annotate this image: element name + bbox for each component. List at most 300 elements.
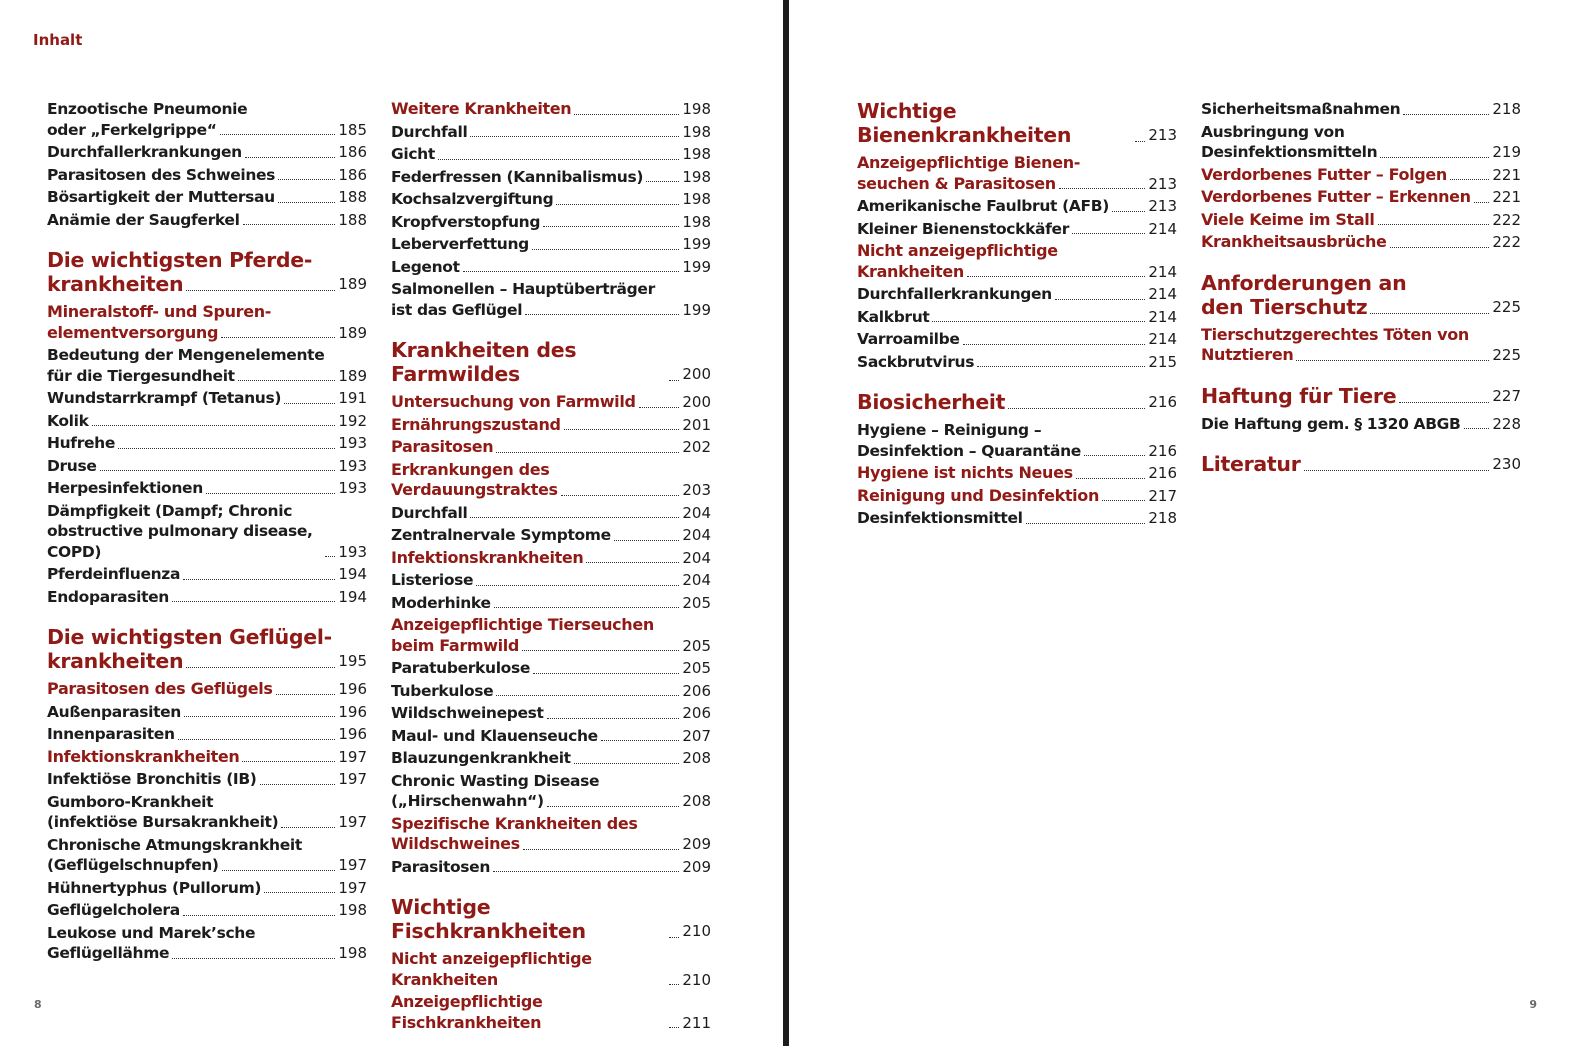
toc-dot-leader (92, 425, 336, 426)
toc-page-number: 225 (1492, 297, 1521, 316)
toc-column-4 (1201, 99, 1521, 482)
toc-page-number: 206 (682, 704, 711, 722)
toc-entry-title: Maul- und Klauenseuche (391, 726, 598, 745)
toc-entry-line (47, 165, 367, 186)
toc-page-number: 213 (1148, 197, 1177, 215)
toc-entry-title: Nicht anzeigepflichtige (857, 241, 1058, 260)
toc-page-number: 214 (1148, 307, 1177, 326)
toc-entry-line (391, 726, 711, 747)
toc-entry-line (391, 703, 711, 724)
toc-page-number: 197 (338, 878, 367, 897)
toc-entry-line (47, 702, 367, 723)
toc-dot-leader (1304, 470, 1490, 471)
toc-page-number: 209 (682, 857, 711, 876)
toc-entry-title: Sicherheitsmaßnahmen (1201, 100, 1401, 118)
toc-page-number: 218 (1148, 509, 1177, 527)
toc-page-number: 215 (1148, 352, 1177, 371)
toc-page-number: 203 (682, 481, 711, 499)
toc-dot-leader (496, 452, 679, 453)
toc-entry-line (1201, 414, 1521, 435)
toc-dot-leader (463, 271, 680, 272)
toc-section-line (47, 679, 367, 700)
toc-page-number: 217 (1148, 486, 1177, 505)
toc-page-number: 196 (338, 702, 367, 721)
toc-entry-title: Krankheiten (857, 261, 964, 281)
toc-entry-title: Mineralstoff- und Spuren- (47, 302, 272, 321)
toc-page-number: 188 (338, 188, 367, 206)
toc-entry-title: Spezifische Krankheiten des (391, 813, 638, 833)
toc-entry-title: Bösartigkeit der Muttersau (47, 188, 275, 206)
toc-dot-leader (220, 134, 336, 135)
page-number-right: 9 (1529, 998, 1537, 1011)
toc-page-number: 208 (682, 792, 711, 810)
toc-dot-leader (523, 849, 680, 850)
toc-page-number: 198 (338, 901, 367, 919)
toc-page-number: 194 (338, 565, 367, 583)
toc-entry-title: Hufrehe (47, 434, 116, 452)
toc-dot-leader (547, 718, 680, 719)
toc-page-number: 214 (1148, 330, 1177, 348)
toc-page-number: 230 (1492, 455, 1521, 473)
toc-entry-title: (Geflügelschnupfen) (47, 856, 219, 874)
toc-entry-line (391, 525, 711, 546)
toc-dot-leader (476, 585, 679, 586)
toc-entry-title: Infektionskrankheiten (391, 547, 584, 567)
toc-dot-leader (184, 716, 335, 717)
toc-entry-title: Erkrankungen des (391, 459, 550, 479)
toc-page-number: 216 (1148, 393, 1177, 411)
toc-entry-line (47, 878, 367, 899)
toc-entry-title: Salmonellen – Hauptüberträger (391, 280, 655, 298)
toc-dot-leader (669, 984, 679, 985)
toc-page-number: 194 (338, 587, 367, 606)
toc-entry-title: Wildschweinepest (391, 704, 544, 722)
toc-entry-line (391, 234, 711, 255)
toc-section-line (857, 153, 1177, 174)
toc-page-number: 188 (338, 210, 367, 229)
toc-dot-leader (586, 562, 679, 563)
toc-entry-title: Anforderungen an (1201, 270, 1407, 295)
toc-page-number: 208 (682, 749, 711, 767)
toc-dot-leader (1403, 114, 1489, 115)
toc-dot-leader (967, 276, 1145, 277)
toc-dot-leader (601, 740, 680, 741)
toc-entry-title: Anzeigepflichtige Bienen- (857, 153, 1081, 172)
toc-dot-leader (525, 314, 679, 315)
toc-entry-line (857, 196, 1177, 217)
toc-entry-title: (infektiöse Bursakrankheit) (47, 813, 279, 831)
toc-page-number: 210 (682, 922, 711, 940)
toc-entry-line (47, 433, 367, 454)
toc-entry-title: Infektiöse Bronchitis (IB) (47, 770, 257, 788)
toc-dot-leader (1084, 455, 1145, 456)
toc-section-line (857, 262, 1177, 283)
toc-dot-leader (564, 429, 680, 430)
toc-entry-title: Desinfektion – Quarantäne (857, 441, 1081, 460)
toc-page-number: 197 (338, 770, 367, 788)
toc-dot-leader (281, 827, 335, 828)
toc-column-2 (391, 99, 711, 1035)
toc-entry-title: seuchen & Parasitosen (857, 173, 1056, 193)
toc-entry-title: Kropfverstopfung (391, 212, 541, 231)
toc-entry-title: Nutztieren (1201, 345, 1294, 364)
toc-page-number: 213 (1148, 174, 1177, 193)
toc-dot-leader (1370, 313, 1489, 314)
toc-page-number: 216 (1148, 464, 1177, 482)
toc-page-number: 198 (682, 100, 711, 118)
toc-entry-title: Parasitosen (391, 437, 494, 456)
toc-dot-leader (932, 321, 1145, 322)
toc-page-number: 198 (682, 167, 711, 186)
toc-dot-leader (100, 470, 336, 471)
toc-dot-leader (646, 181, 679, 182)
toc-entry-title: Literatur (1201, 452, 1301, 476)
toc-page-number: 218 (1492, 100, 1521, 118)
toc-dot-leader (669, 937, 679, 938)
toc-entry-line (857, 329, 1177, 350)
toc-entry-line (47, 900, 367, 921)
toc-dot-leader (1474, 202, 1490, 203)
toc-entry-line (857, 284, 1177, 305)
toc-entry-line (391, 122, 711, 143)
toc-page-number: 219 (1492, 143, 1521, 161)
toc-entry-line (391, 503, 711, 524)
toc-chapter-line (47, 248, 367, 272)
toc-entry-line (47, 142, 367, 163)
toc-entry-title: Die wichtigsten Pferde- (47, 248, 313, 272)
toc-entry-title: Anzeigepflichtige Tierseuchen (391, 615, 654, 634)
toc-page-number: 193 (338, 542, 367, 561)
toc-entry-title: Durchfallerkrankungen (47, 143, 242, 161)
toc-entry-title: Geflügellähme (47, 944, 170, 962)
toc-entry-title: Infektionskrankheiten (47, 746, 240, 766)
toc-entry-title: Kolik (47, 411, 89, 430)
toc-dot-leader (264, 892, 335, 893)
toc-entry-line (47, 120, 367, 141)
toc-entry-title: Durchfall (391, 122, 468, 141)
toc-entry-line (391, 279, 711, 300)
toc-entry-title: Verdauungstraktes (391, 480, 558, 499)
toc-entry-title: Leberverfettung (391, 235, 529, 253)
toc-entry-title: Amerikanische Faulbrut (AFB) (857, 197, 1109, 215)
toc-entry-title: Dämpfigkeit (Dampf; Chronic (47, 501, 293, 520)
toc-page-number: 199 (682, 300, 711, 319)
toc-page-number: 189 (338, 275, 367, 293)
toc-entry-title: Gumboro-Krankheit (47, 792, 214, 811)
toc-page-number: 191 (338, 389, 367, 407)
toc-dot-leader (178, 739, 336, 740)
toc-entry-title: Verdorbenes Futter – Folgen (1201, 164, 1447, 184)
toc-entry-line (391, 857, 711, 878)
toc-dot-leader (533, 673, 679, 674)
toc-dot-leader (260, 784, 336, 785)
toc-dot-leader (1390, 247, 1490, 248)
toc-entry-line (47, 587, 367, 608)
toc-page-number: 197 (338, 856, 367, 874)
toc-dot-leader (669, 380, 679, 381)
toc-section-line (857, 174, 1177, 195)
toc-chapter-line (857, 99, 1177, 147)
toc-entry-line (391, 593, 711, 614)
toc-dot-leader (561, 495, 680, 496)
toc-entry-title: krankheiten (47, 272, 184, 296)
toc-entry-line (391, 300, 711, 321)
toc-section-line (1201, 325, 1521, 346)
toc-entry-line (47, 812, 367, 833)
toc-dot-leader (1380, 157, 1489, 158)
toc-entry-title: Untersuchung von Farmwild (391, 392, 636, 411)
toc-page-number: 221 (1492, 188, 1521, 206)
page-number-left: 8 (34, 998, 42, 1011)
toc-entry-line (47, 478, 367, 499)
toc-dot-leader (243, 224, 336, 225)
right-page (789, 0, 1571, 1046)
toc-entry-title: Anzeigepflichtige Fischkrankheiten (391, 992, 543, 1032)
toc-page-number: 207 (682, 726, 711, 745)
toc-entry-title: Durchfall (391, 503, 468, 522)
toc-dot-leader (556, 204, 679, 205)
toc-page-number: 186 (338, 165, 367, 184)
toc-chapter-line (47, 625, 367, 649)
toc-dot-leader (183, 579, 335, 580)
toc-section-line (1201, 232, 1521, 253)
toc-dot-leader (574, 114, 679, 115)
toc-entry-title: Innenparasiten (47, 725, 175, 743)
toc-entry-title: für die Tiergesundheit (47, 366, 235, 385)
toc-entry-line (857, 420, 1177, 441)
toc-dot-leader (172, 601, 335, 602)
toc-dot-leader (1055, 299, 1145, 300)
toc-page-number: 213 (1148, 126, 1177, 144)
toc-page-number: 214 (1148, 219, 1177, 238)
toc-chapter-line (857, 390, 1177, 414)
toc-page-number: 227 (1492, 386, 1521, 405)
toc-page-number: 205 (682, 659, 711, 677)
toc-page-number: 205 (682, 636, 711, 655)
toc-page-number: 186 (338, 143, 367, 161)
toc-section-line (391, 992, 711, 1033)
toc-entry-title: Tierschutzgerechtes Töten von (1201, 324, 1469, 344)
toc-entry-title: Kleiner Bienenstockkäfer (857, 219, 1070, 238)
toc-dot-leader (118, 448, 335, 449)
toc-page-number: 221 (1492, 165, 1521, 184)
toc-entry-line (47, 521, 367, 562)
toc-entry-title: Chronische Atmungskrankheit (47, 835, 302, 854)
toc-dot-leader (963, 344, 1146, 345)
toc-dot-leader (494, 607, 680, 608)
toc-page-number: 197 (338, 747, 367, 766)
toc-entry-title: Geflügelcholera (47, 901, 180, 919)
toc-entry-title: Desinfektionsmitteln (1201, 143, 1378, 161)
toc-entry-title: krankheiten (47, 649, 184, 673)
toc-entry-title: Hygiene – Reinigung – (857, 421, 1042, 439)
toc-entry-line (47, 345, 367, 366)
toc-dot-leader (669, 1027, 679, 1028)
toc-entry-line (857, 219, 1177, 240)
toc-dot-leader (1072, 233, 1145, 234)
toc-page-number: 205 (682, 593, 711, 612)
toc-entry-title: Wichtige Bienenkrankheiten (857, 99, 1072, 147)
toc-section-line (391, 480, 711, 501)
toc-section-line (857, 486, 1177, 507)
toc-page-number: 197 (338, 813, 367, 831)
toc-entry-title: Legenot (391, 257, 460, 276)
toc-entry-title: beim Farmwild (391, 635, 520, 655)
toc-dot-leader (278, 202, 336, 203)
toc-section-line (391, 949, 711, 990)
toc-page-number: 209 (682, 835, 711, 853)
toc-chapter-line (391, 895, 711, 943)
toc-entry-line (391, 658, 711, 679)
toc-page-number: 196 (338, 725, 367, 743)
toc-dot-leader (284, 403, 335, 404)
toc-dot-leader (1026, 523, 1146, 524)
toc-chapter-line (391, 338, 711, 386)
toc-page-number: 222 (1492, 233, 1521, 251)
toc-section-line (857, 463, 1177, 484)
toc-entry-title: („Hirschenwahn“) (391, 792, 544, 810)
toc-dot-leader (470, 136, 679, 137)
toc-dot-leader (1076, 478, 1146, 479)
toc-dot-leader (1399, 402, 1489, 403)
toc-entry-title: Leukose und Marek’sche (47, 923, 256, 942)
toc-section-line (1201, 187, 1521, 208)
toc-entry-title: Anämie der Saugferkel (47, 210, 240, 229)
toc-page-number: 204 (682, 548, 711, 567)
toc-page-number: 195 (338, 652, 367, 670)
toc-entry-title: Krankheitsausbrüche (1201, 232, 1387, 251)
toc-column-1 (47, 99, 367, 966)
toc-entry-title: ist das Geflügel (391, 300, 523, 319)
toc-entry-line (1201, 99, 1521, 120)
toc-dot-leader (325, 556, 335, 557)
toc-entry-title: obstructive pulmonary disease, COPD) (47, 522, 313, 561)
toc-dot-leader (1378, 224, 1490, 225)
toc-dot-leader (172, 958, 335, 959)
toc-chapter-line (1201, 295, 1521, 319)
toc-dot-leader (639, 407, 680, 408)
toc-page-number: 198 (682, 190, 711, 208)
toc-page-number: 214 (1148, 285, 1177, 303)
toc-entry-title: Ernährungszustand (391, 414, 561, 434)
toc-entry-title: Krankheiten des Farmwildes (391, 338, 577, 386)
running-header: Inhalt (33, 31, 83, 49)
toc-page-number: 193 (338, 434, 367, 452)
toc-entry-line (1201, 142, 1521, 163)
toc-entry-line (857, 352, 1177, 373)
toc-entry-title: Moderhinke (391, 593, 491, 612)
toc-page-number: 189 (338, 323, 367, 342)
toc-page-number: 198 (682, 212, 711, 231)
toc-section-line (391, 814, 711, 835)
toc-dot-leader (547, 806, 680, 807)
toc-dot-leader (278, 179, 335, 180)
toc-dot-leader (206, 493, 335, 494)
toc-entry-title: Endoparasiten (47, 587, 169, 606)
toc-page-number: 204 (682, 571, 711, 589)
toc-entry-title: Außenparasiten (47, 702, 181, 721)
toc-entry-line (47, 388, 367, 409)
toc-entry-title: Ausbringung von (1201, 122, 1345, 141)
toc-dot-leader (1059, 188, 1146, 189)
toc-entry-title: Kalkbrut (857, 307, 930, 326)
toc-page-number: 202 (682, 438, 711, 456)
toc-entry-title: Enzootische Pneumonie (47, 100, 248, 118)
toc-dot-leader (221, 337, 335, 338)
toc-page-number: 211 (682, 1013, 711, 1032)
toc-page-number: 200 (682, 365, 711, 383)
toc-entry-title: Verdorbenes Futter – Erkennen (1201, 187, 1471, 206)
toc-entry-line (47, 187, 367, 208)
toc-section-line (391, 636, 711, 657)
toc-entry-title: Haftung für Tiere (1201, 383, 1397, 408)
left-page (0, 0, 783, 1046)
toc-dot-leader (1008, 408, 1145, 409)
toc-entry-line (47, 855, 367, 876)
toc-entry-title: Viele Keime im Stall (1201, 209, 1375, 229)
toc-entry-line (391, 570, 711, 591)
toc-dot-leader (1102, 500, 1145, 501)
toc-entry-line (391, 212, 711, 233)
toc-dot-leader (276, 694, 336, 695)
toc-dot-leader (238, 380, 336, 381)
toc-entry-title: Reinigung und Desinfektion (857, 485, 1099, 505)
toc-entry-line (857, 441, 1177, 462)
toc-entry-title: Varroamilbe (857, 330, 960, 348)
toc-page-number: 199 (682, 257, 711, 276)
toc-page-number: 193 (338, 456, 367, 475)
toc-section-line (857, 241, 1177, 262)
toc-entry-title: Zentralnervale Symptome (391, 526, 611, 544)
toc-dot-leader (493, 871, 679, 872)
toc-dot-leader (1450, 179, 1489, 180)
toc-entry-title: Die Haftung gem. § 1320 ABGB (1201, 414, 1461, 433)
toc-entry-line (47, 724, 367, 745)
toc-section-line (1201, 345, 1521, 366)
toc-entry-line (857, 307, 1177, 328)
toc-page-number: 185 (338, 120, 367, 139)
toc-entry-title: Wundstarrkrampf (Tetanus) (47, 389, 282, 407)
toc-chapter-line (47, 272, 367, 296)
toc-entry-title: Hühnertyphus (Pullorum) (47, 878, 262, 897)
toc-entry-line (391, 189, 711, 210)
toc-chapter-line (1201, 452, 1521, 476)
toc-entry-line (47, 366, 367, 387)
toc-entry-line (47, 564, 367, 585)
toc-section-line (391, 415, 711, 436)
toc-chapter-line (1201, 384, 1521, 408)
toc-entry-title: Gicht (391, 145, 435, 163)
toc-section-line (391, 437, 711, 458)
toc-entry-title: Weitere Krankheiten (391, 99, 572, 118)
toc-entry-title: Federfressen (Kannibalismus) (391, 167, 644, 186)
toc-entry-title: Wichtige Fischkrankheiten (391, 895, 586, 943)
toc-dot-leader (543, 226, 679, 227)
toc-page-number: 193 (338, 479, 367, 497)
toc-entry-title: Paratuberkulose (391, 659, 530, 677)
toc-page-number: 204 (682, 503, 711, 522)
toc-page-number: 198 (682, 145, 711, 163)
toc-section-line (1201, 210, 1521, 231)
toc-page-number: 198 (338, 944, 367, 962)
toc-page-number: 206 (682, 681, 711, 700)
toc-section-line (391, 392, 711, 413)
toc-entry-title: Biosicherheit (857, 390, 1006, 414)
toc-entry-line (391, 771, 711, 792)
toc-entry-line (391, 681, 711, 702)
toc-page-number: 201 (682, 415, 711, 434)
toc-entry-line (47, 835, 367, 856)
